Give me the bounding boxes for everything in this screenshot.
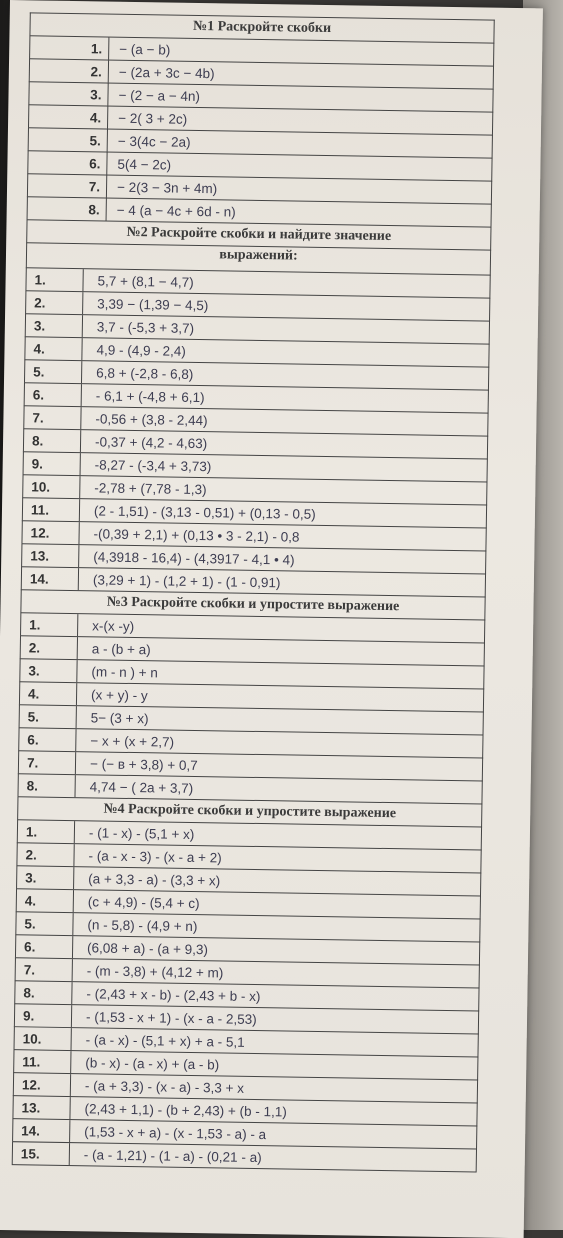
exercise-number: 8. (15, 981, 72, 1004)
exercise-number: 3. (17, 866, 74, 889)
exercise-number: 13. (22, 544, 79, 567)
exercise-expression: - 6,1 + (-4,8 + 6,1) (95, 387, 205, 405)
exercise-expression: -2,78 + (7,78 - 1,3) (94, 479, 207, 497)
exercise-number: 10. (15, 1027, 72, 1050)
exercise-number: 4. (29, 105, 108, 128)
exercise-expression: (m - n ) + n (91, 663, 158, 680)
exercise-expression: (2 - 1,51) - (3,13 - 0,51) + (0,13 - 0,5) (93, 502, 316, 522)
exercise-number: 7. (19, 751, 76, 774)
exercise-expression: (a + 3,3 - a) - (3,3 + x) (88, 870, 221, 888)
exercise-expression: (c + 4,9) - (5,4 + c) (87, 893, 200, 911)
exercise-expression: 5− (3 + x) (90, 709, 149, 726)
section-4 (12, 796, 483, 1172)
exercise-number: 7. (16, 958, 73, 981)
exercise-number: 7. (24, 406, 81, 429)
exercise-expression: - (a - x) - (5,1 + x) + a - 5,1 (85, 1031, 245, 1050)
exercise-expression: x-(x -y) (92, 617, 135, 634)
exercise-number: 8. (18, 774, 75, 797)
exercise-expression: − 3(4c − 2a) (117, 133, 191, 150)
exercise-number: 14. (13, 1119, 70, 1142)
exercise-expression: - (a - 1,21) - (1 - a) - (0,21 - a) (83, 1146, 262, 1165)
exercise-number: 4. (17, 889, 74, 912)
exercise-expression: - (2,43 + x - b) - (2,43 + b - x) (86, 985, 261, 1004)
exercise-expression: 3,7 - (-5,3 + 3,7) (96, 318, 195, 336)
exercise-expression: 5(4 − 2c) (117, 156, 172, 173)
exercise-number: 1. (18, 820, 75, 843)
exercise-expression: - (a - x - 3) - (x - a + 2) (88, 847, 222, 865)
exercise-expression: 3,39 − (1,39 − 4,5) (97, 295, 209, 313)
exercise-number: 8. (28, 197, 107, 220)
exercise-number: 13. (13, 1096, 70, 1119)
exercise-number: 8. (24, 429, 81, 452)
exercise-number: 2. (30, 59, 109, 82)
exercise-number: 3. (26, 314, 83, 337)
exercise-expression: - (1,53 - x + 1) - (x - a - 2,53) (85, 1008, 257, 1027)
exercise-number: 14. (22, 567, 79, 590)
exercise-number: 12. (14, 1073, 71, 1096)
exercise-expression: - (1 - x) - (5,1 + x) (88, 824, 195, 842)
exercise-number: 1. (30, 36, 109, 59)
exercise-number: 10. (23, 475, 80, 498)
exercise-number: 1. (26, 268, 83, 291)
exercise-number: 5. (29, 128, 108, 151)
section-title: №2 Раскройте скобки и найдите значение (26, 219, 491, 249)
exercise-number: 2. (26, 291, 83, 314)
exercise-expression: − (2a + 3c − 4b) (118, 64, 215, 81)
exercise-expression: (n - 5,8) - (4,9 + n) (87, 916, 198, 934)
exercise-expression: 4,9 - (4,9 - 2,4) (96, 341, 186, 359)
exercise-number: 3. (20, 659, 77, 682)
exercise-expression: (x + y) - y (90, 686, 148, 703)
exercise-number: 4. (20, 682, 77, 705)
exercise-number: 6. (19, 728, 76, 751)
section-3 (17, 589, 485, 803)
exercise-number: 1. (21, 613, 78, 636)
section-2 (21, 219, 492, 596)
exercise-expression: 6,8 + (-2,8 - 6,8) (96, 364, 194, 382)
exercise-number: 5. (20, 705, 77, 728)
exercise-expression: (1,53 - x + a) - (x - 1,53 - a) - a (84, 1123, 267, 1142)
exercise-number: 9. (24, 452, 81, 475)
exercise-expression: -(0,39 + 2,1) + (0,13 • 3 - 2,1) - 0,8 (93, 525, 300, 545)
exercise-expression: − x + (x + 2,7) (90, 732, 175, 750)
exercise-number: 5. (16, 912, 73, 935)
section-title: №1 Раскройте скобки (29, 12, 494, 42)
section-1 (27, 12, 495, 226)
exercise-expression: − 2(3 − 3n + 4m) (116, 179, 218, 196)
exercise-number: 11. (23, 498, 80, 521)
exercise-expression: − 2( 3 + 2c) (118, 110, 188, 127)
exercise-expression: - (m - 3,8) + (4,12 + m) (86, 962, 224, 980)
exercise-expression: (3,29 + 1) - (1,2 + 1) - (1 - 0,91) (92, 571, 281, 590)
exercise-expression: − (a − b) (119, 41, 171, 58)
exercise-expression: (b - x) - (a - x) + (a - b) (85, 1054, 220, 1072)
section-subtitle: выражений: (26, 242, 491, 274)
exercise-expression: − (2 − a − 4n) (118, 87, 201, 104)
exercise-expression: -0,37 + (4,2 - 4,63) (94, 433, 208, 451)
exercise-number: 6. (25, 383, 82, 406)
exercise-number: 4. (25, 337, 82, 360)
exercise-expression: 5,7 + (8,1 − 4,7) (97, 272, 194, 290)
exercise-expression: -8,27 - (-3,4 + 3,73) (94, 456, 212, 474)
section-title: №3 Раскройте скобки и упростите выражение (20, 589, 485, 619)
exercise-expression: a - (b + a) (91, 640, 151, 657)
exercise-expression: - (a + 3,3) - (x - a) - 3,3 + x (84, 1077, 245, 1096)
exercise-number: 9. (15, 1004, 72, 1027)
exercise-number: 15. (13, 1142, 70, 1165)
exercise-expression: 4,74 − ( 2a + 3,7) (89, 778, 194, 796)
exercise-expression: (2,43 + 1,1) - (b + 2,43) + (b - 1,1) (84, 1100, 287, 1119)
exercise-expression: (4,3918 - 16,4) - (4,3917 - 4,1 • 4) (93, 548, 295, 568)
exercise-number: 2. (17, 843, 74, 866)
exercise-number: 7. (28, 174, 107, 197)
exercise-number: 6. (16, 935, 73, 958)
exercise-number: 12. (22, 521, 79, 544)
exercise-number: 5. (25, 360, 82, 383)
worksheet-content (12, 12, 495, 1172)
exercise-expression: − 4 (a − 4c + 6d - n) (116, 202, 236, 220)
exercise-number: 11. (14, 1050, 71, 1073)
exercise-expression: − (− в + 3,8) + 0,7 (89, 755, 198, 773)
exercise-expression: (6,08 + a) - (a + 9,3) (87, 939, 209, 957)
exercise-number: 2. (21, 636, 78, 659)
section-title: №4 Раскройте скобки и упростите выражение (17, 796, 482, 826)
exercise-expression: -0,56 + (3,8 - 2,44) (95, 410, 208, 428)
exercise-number: 6. (28, 151, 107, 174)
exercise-number: 3. (29, 82, 108, 105)
